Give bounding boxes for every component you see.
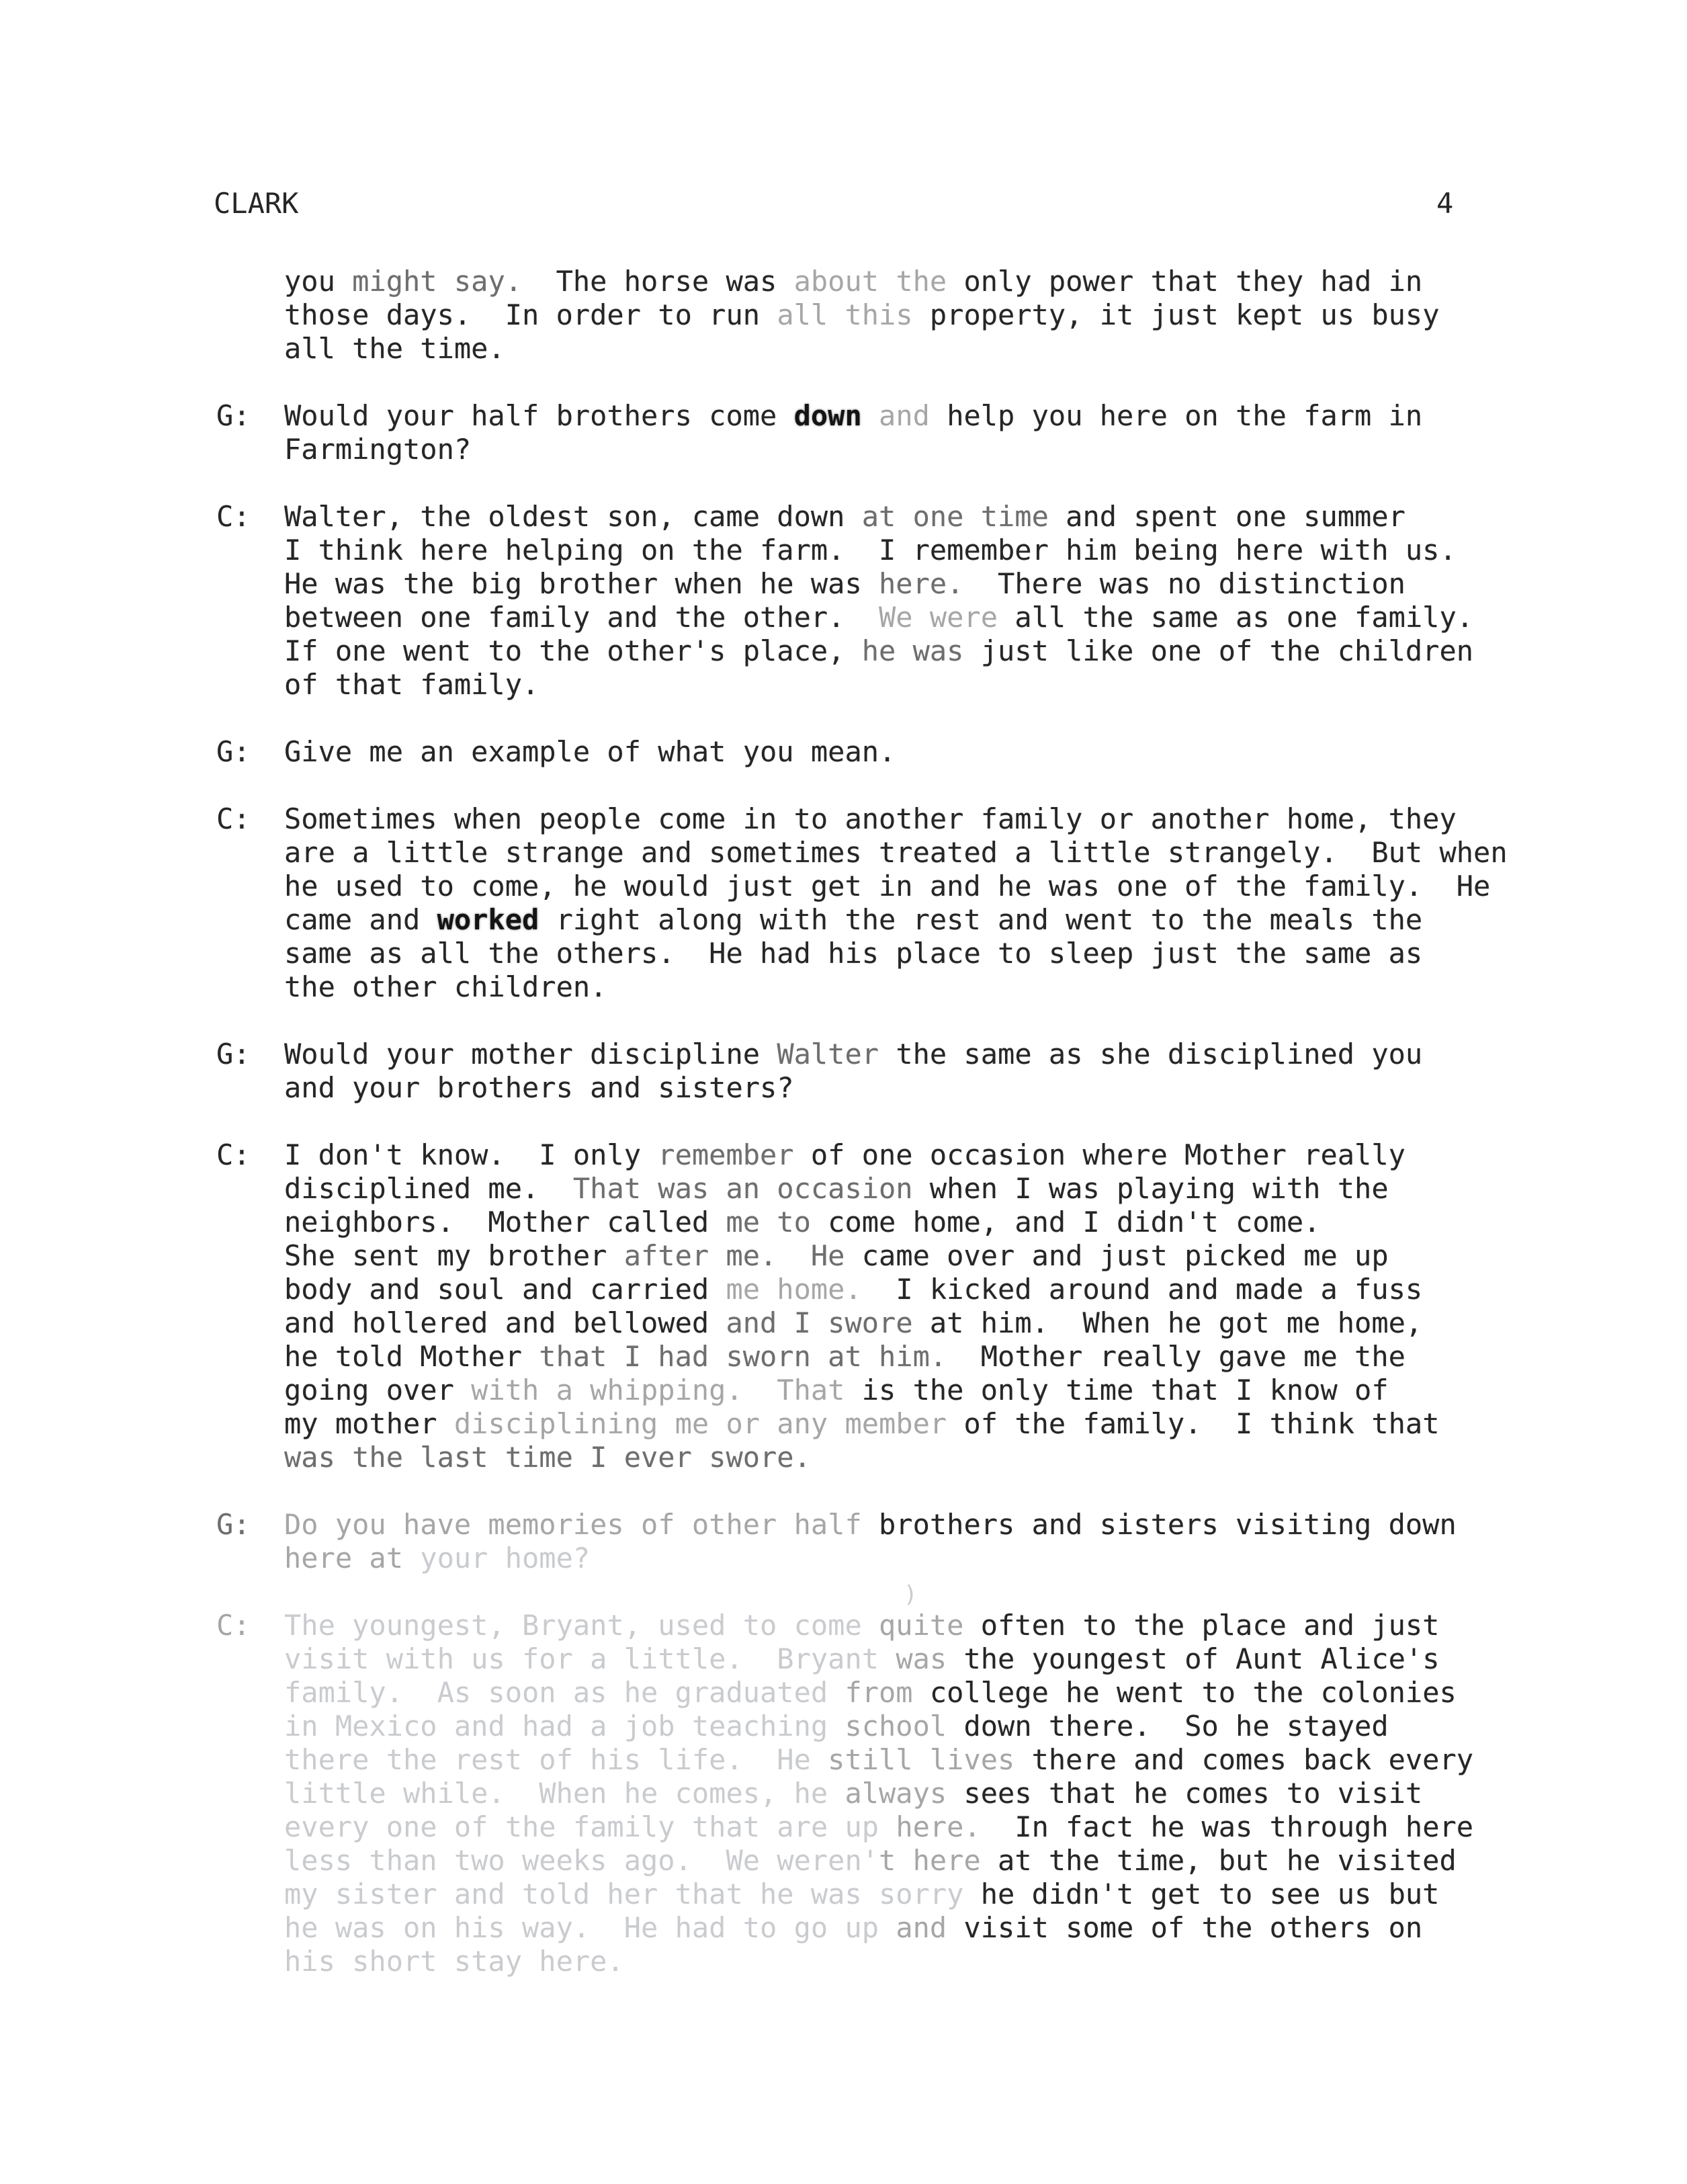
- text-line: [284, 1542, 1687, 1575]
- text-segment: disciplining me or any member: [453, 1407, 964, 1440]
- scan-artifact: ): [904, 1581, 918, 1608]
- text-line: [284, 1676, 1687, 1710]
- text-segment: remember: [658, 1138, 811, 1171]
- speaker-label: G:: [216, 735, 251, 768]
- text-line: [284, 1239, 1687, 1273]
- text-segment: he was on his way. He had to go up: [284, 1911, 896, 1944]
- text-segment: about the: [793, 265, 964, 298]
- text-line: [284, 802, 1687, 836]
- speaker-label: C:: [216, 1138, 251, 1171]
- text-segment: and hollered and bellowed: [284, 1306, 726, 1339]
- text-segment: at him. When he got me home,: [929, 1306, 1423, 1339]
- text-segment: when I was playing with the: [929, 1172, 1389, 1205]
- text-segment: body and soul and carried: [284, 1273, 726, 1306]
- text-segment: less than two weeks ago. We weren': [284, 1844, 879, 1877]
- text-segment: We were: [879, 601, 1015, 634]
- text-segment: and your brothers and sisters?: [284, 1071, 794, 1104]
- text-segment: and: [879, 399, 947, 432]
- text-line: [284, 332, 1687, 366]
- paragraph: [0, 1508, 1687, 1575]
- text-segment: visit with us for a little. Bryant: [284, 1642, 896, 1675]
- text-segment: those days. In order to run: [284, 298, 777, 331]
- text-line: [284, 567, 1687, 601]
- text-segment: Walter, the oldest son, came down: [284, 500, 862, 533]
- text-segment: neighbors. Mother called: [284, 1206, 726, 1238]
- text-segment: he was: [861, 634, 981, 667]
- text-line: [284, 1340, 1687, 1374]
- text-line: [284, 1878, 1687, 1911]
- text-segment: The youngest, Bryant, used to come: [284, 1609, 879, 1642]
- text-segment: Would your half brothers come: [284, 399, 794, 432]
- text-segment: often to the place and just: [980, 1609, 1440, 1642]
- text-segment: Sometimes when people come in to another family or another home, they: [284, 802, 1457, 835]
- text-segment: right along with the rest and went to the meals the: [539, 903, 1423, 936]
- text-segment: was the last time I ever swore.: [284, 1441, 811, 1474]
- text-segment: Mother really gave me the: [947, 1340, 1405, 1373]
- text-segment: property, it just kept us busy: [929, 298, 1440, 331]
- text-segment: In fact he was through here: [1014, 1810, 1474, 1843]
- text-line: [284, 1206, 1687, 1239]
- text-segment: He was the big brother when he was: [284, 567, 879, 600]
- text-segment: still lives: [828, 1743, 1032, 1776]
- text-segment: here.: [896, 1810, 1015, 1843]
- text-line: [284, 870, 1687, 903]
- speaker-label: C:: [216, 500, 251, 533]
- paragraph: [0, 1138, 1687, 1474]
- text-segment: there the rest of his life. He: [284, 1743, 828, 1776]
- text-line: [284, 836, 1687, 870]
- paragraph: [0, 399, 1687, 466]
- text-segment: visit some of the others on: [963, 1911, 1423, 1944]
- text-line: [284, 1038, 1687, 1071]
- text-line: [284, 1710, 1687, 1743]
- speaker-label: C:: [216, 1609, 251, 1642]
- text-segment: my mother: [284, 1407, 454, 1440]
- text-segment: me to: [726, 1206, 828, 1238]
- text-segment: with a whipping. That: [471, 1374, 862, 1406]
- text-segment: I kicked around and made a fuss: [861, 1273, 1423, 1306]
- text-line: [284, 735, 1687, 769]
- text-line: [284, 1810, 1687, 1844]
- text-segment: your home?: [420, 1542, 591, 1574]
- text-segment: Walter: [777, 1038, 896, 1070]
- speaker-label: G:: [216, 1508, 251, 1541]
- page-header-title: CLARK: [214, 187, 299, 220]
- speaker-label: C:: [216, 802, 251, 835]
- text-line: [284, 399, 1687, 433]
- text-segment: from: [845, 1676, 930, 1709]
- text-segment: and: [896, 1911, 964, 1944]
- text-segment: sees that he comes to visit: [963, 1777, 1423, 1810]
- text-line: [284, 1508, 1687, 1542]
- text-segment: help you here on the farm in: [947, 399, 1423, 432]
- text-segment: little while. When he comes, he: [284, 1777, 845, 1810]
- text-line: [284, 265, 1687, 298]
- text-segment: all this: [777, 298, 930, 331]
- paragraph: [0, 735, 1687, 769]
- text-segment: after me. He: [623, 1239, 862, 1272]
- text-segment: That was an occasion: [572, 1172, 930, 1205]
- text-segment: might say.: [352, 265, 523, 298]
- text-segment: t here: [879, 1844, 998, 1877]
- text-segment: of that family.: [284, 668, 539, 701]
- text-segment: he used to come, he would just get in and he was one of the family. He: [284, 870, 1491, 902]
- text-line: [284, 298, 1687, 332]
- text-segment: worked: [437, 903, 539, 936]
- text-line: [284, 601, 1687, 634]
- text-segment: I don't know. I only: [284, 1138, 658, 1171]
- text-segment: I think here helping on the farm. I remember him being here with us.: [284, 534, 1457, 566]
- text-line: [284, 1071, 1687, 1105]
- text-line: [284, 903, 1687, 937]
- text-line: [284, 534, 1687, 567]
- speaker-label: G:: [216, 1038, 251, 1070]
- text-segment: brothers and sisters visiting down: [879, 1508, 1457, 1541]
- text-segment: just like one of the children: [980, 634, 1474, 667]
- text-segment: here.: [879, 567, 998, 600]
- text-line: [284, 634, 1687, 668]
- text-segment: the same as she disciplined you: [896, 1038, 1423, 1070]
- text-line: [284, 1844, 1687, 1878]
- paragraph: [0, 1038, 1687, 1105]
- text-segment: of one occasion where Mother really: [810, 1138, 1405, 1171]
- text-line: [284, 1374, 1687, 1407]
- text-line: [284, 1945, 1687, 1978]
- text-segment: Do you have memories of other half: [284, 1508, 879, 1541]
- text-line: [284, 1609, 1687, 1642]
- text-line: [284, 433, 1687, 466]
- text-segment: in Mexico and had a job teaching: [284, 1710, 845, 1742]
- text-segment: family. As soon as he graduated: [284, 1676, 845, 1709]
- text-line: [284, 1273, 1687, 1306]
- page-number: 4: [1436, 187, 1454, 220]
- text-line: [284, 970, 1687, 1004]
- text-segment: Would your mother discipline: [284, 1038, 777, 1070]
- text-segment: of the family. I think that: [963, 1407, 1440, 1440]
- text-segment: are a little strange and sometimes treated a little strangely. But when: [284, 836, 1508, 869]
- text-line: [284, 668, 1687, 702]
- text-segment: came over and just picked me up: [861, 1239, 1389, 1272]
- text-segment: between one family and the other.: [284, 601, 879, 634]
- text-segment: down: [793, 399, 879, 432]
- text-segment: come home, and I didn't come.: [828, 1206, 1321, 1238]
- text-segment: here at: [284, 1542, 421, 1574]
- paragraph: [0, 265, 1687, 366]
- text-segment: Farmington?: [284, 433, 472, 466]
- text-segment: If one went to the other's place,: [284, 634, 862, 667]
- text-segment: The horse was: [522, 265, 794, 298]
- text-segment: disciplined me.: [284, 1172, 573, 1205]
- text-line: [284, 1441, 1687, 1474]
- text-segment: all the time.: [284, 332, 505, 365]
- text-segment: he told Mother: [284, 1340, 539, 1373]
- text-segment: he didn't get to see us but: [980, 1878, 1440, 1910]
- text-segment: and spent one summer: [1066, 500, 1405, 533]
- paragraph: [0, 500, 1687, 702]
- text-line: [284, 1743, 1687, 1777]
- text-segment: quite: [879, 1609, 981, 1642]
- text-segment: all the same as one family.: [1014, 601, 1474, 634]
- text-segment: you: [284, 265, 353, 298]
- text-segment: at one time: [861, 500, 1066, 533]
- text-segment: school: [845, 1710, 964, 1742]
- paragraph: [0, 1609, 1687, 1978]
- text-line: [284, 1172, 1687, 1206]
- text-segment: my sister and told her that he was sorry: [284, 1878, 981, 1910]
- text-segment: the other children.: [284, 970, 607, 1003]
- text-segment: She sent my brother: [284, 1239, 624, 1272]
- text-segment: college he went to the colonies: [929, 1676, 1457, 1709]
- text-segment: every one of the family that are up: [284, 1810, 896, 1843]
- text-segment: Give me an example of what you mean.: [284, 735, 896, 768]
- text-line: [284, 1407, 1687, 1441]
- text-segment: his short stay here.: [284, 1945, 624, 1978]
- transcript-body: [0, 265, 1687, 2012]
- text-segment: There was no distinction: [998, 567, 1405, 600]
- text-line: [284, 1306, 1687, 1340]
- text-segment: that I had sworn at him.: [539, 1340, 947, 1373]
- text-segment: always: [845, 1777, 964, 1810]
- text-segment: is the only time that I know of: [861, 1374, 1389, 1406]
- text-segment: and I swore: [726, 1306, 930, 1339]
- text-segment: came and: [284, 903, 437, 936]
- text-line: [284, 1777, 1687, 1810]
- text-line: [284, 1642, 1687, 1676]
- text-segment: only power that they had in: [963, 265, 1423, 298]
- text-segment: down there. So he stayed: [963, 1710, 1389, 1742]
- text-line: [284, 1911, 1687, 1945]
- text-line: [284, 1138, 1687, 1172]
- text-segment: there and comes back every: [1031, 1743, 1474, 1776]
- text-line: [284, 500, 1687, 534]
- paragraph: [0, 802, 1687, 1004]
- text-segment: was: [896, 1642, 964, 1675]
- text-segment: at the time, but he visited: [998, 1844, 1457, 1877]
- text-segment: going over: [284, 1374, 472, 1406]
- text-segment: the youngest of Aunt Alice's: [963, 1642, 1440, 1675]
- text-segment: me home.: [726, 1273, 862, 1306]
- speaker-label: G:: [216, 399, 251, 432]
- text-segment: same as all the others. He had his place to sleep just the same as: [284, 937, 1423, 970]
- text-line: [284, 937, 1687, 970]
